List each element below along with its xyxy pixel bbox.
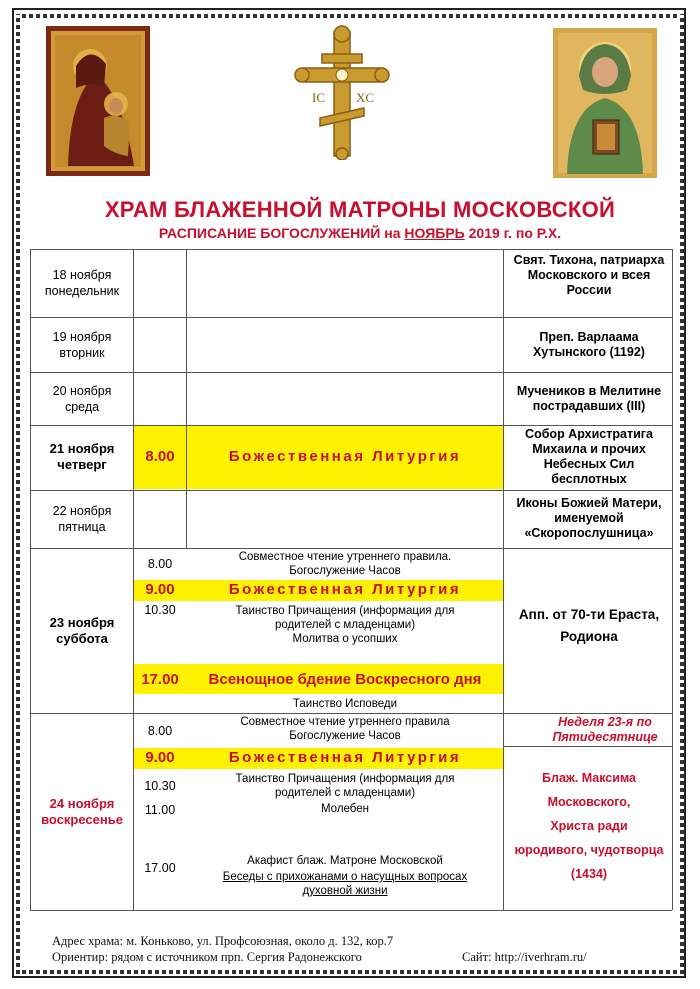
left-border-chain: [16, 14, 20, 974]
service-name: Божественная Литургия: [228, 581, 462, 598]
service-text: Акафист блаж. Матроне Московской: [247, 855, 443, 867]
day-date: 23 ноября суббота: [49, 615, 115, 646]
day-date: 21 ноября четверг: [49, 441, 115, 472]
table-line: [30, 249, 672, 250]
saint-commemoration: Иконы Божией Матери, именуемой «Скоропослушница»: [516, 496, 662, 540]
service-text: Беседы с прихожанами о насущных вопросах духовной жизни: [222, 871, 468, 897]
right-border-chain: [680, 14, 684, 974]
service-time: 9.00: [145, 581, 175, 598]
svg-text:IC: IC: [312, 90, 325, 105]
table-line: [30, 548, 672, 549]
service-text: Совместное чтение утреннего правила. Богослужение Часов: [238, 551, 452, 577]
saint-commemoration: Апп. от 70-ти Ераста, Родиона: [518, 607, 660, 644]
top-border-chain: [22, 14, 678, 18]
service-time: 11.00: [144, 803, 176, 817]
day-date: 19 ноября вторник: [52, 330, 112, 360]
day-date: 18 ноября понедельник: [44, 268, 120, 298]
saint-commemoration: Мучеников в Мелитине пострадавших (III): [516, 384, 662, 413]
sunday-week-title: Неделя 23-я по Пятидесятнице: [552, 715, 658, 744]
service-name: Божественная Литургия: [228, 448, 462, 465]
service-time: 8.00: [147, 557, 173, 571]
saint-commemoration: Собор Архистратига Михаила и прочих Небесных Сил бесплотных: [525, 427, 653, 486]
service-name: Всенощное бдение Воскресного дня: [208, 671, 482, 688]
church-landmark: Ориентир: рядом с источником прп. Сергия Радонежского: [52, 950, 362, 964]
church-address: Адрес храма: м. Коньково, ул. Профсоюзная, около д. 132, кор.7: [52, 934, 394, 948]
bottom-border-chain: [22, 970, 678, 974]
service-time: 10.30: [144, 779, 176, 793]
service-time: 8.00: [145, 448, 175, 465]
table-line: [30, 910, 672, 911]
service-time: 8.00: [147, 724, 173, 738]
table-line: [30, 317, 672, 318]
service-time: 9.00: [145, 749, 175, 766]
service-text: Молебен: [320, 803, 370, 815]
orthodox-cross-icon: [290, 24, 394, 160]
table-line: [503, 249, 504, 910]
saint-matrona-icon: [553, 28, 657, 178]
church-title: ХРАМ БЛАЖЕННОЙ МАТРОНЫ МОСКОВСКОЙ: [104, 197, 616, 222]
saint-commemoration: Блаж. Максима Московского, Христа ради юродивого, чудотворца (1434): [514, 771, 664, 881]
saint-commemoration: Свят. Тихона, патриарха Московского и всея России: [513, 253, 665, 297]
church-website[interactable]: Сайт: http://iverhram.ru/: [462, 950, 587, 964]
day-date: 22 ноября пятница: [52, 504, 112, 534]
service-text: Таинство Исповеди: [292, 698, 398, 710]
schedule-subtitle: РАСПИСАНИЕ БОГОСЛУЖЕНИЙ на НОЯБРЬ 2019 г. по Р.Х.: [158, 225, 562, 241]
service-text: Совместное чтение утреннего правила Богослужение Часов: [240, 716, 450, 742]
day-date: 20 ноября среда: [52, 384, 112, 414]
service-time: 17.00: [141, 671, 179, 688]
service-text: Таинство Причащения (информация для родителей с младенцами) Молитва о усопших: [235, 605, 455, 645]
table-line: [186, 249, 187, 548]
service-time: 17.00: [144, 861, 176, 875]
theotokos-icon: [46, 26, 150, 176]
day-date: 24 ноября воскресенье: [41, 796, 123, 827]
saint-commemoration: Преп. Варлаама Хутынского (1192): [533, 330, 645, 359]
table-line: [30, 490, 672, 491]
table-line: [30, 372, 672, 373]
table-line: [672, 249, 673, 910]
service-text: Таинство Причащения (информация для родителей с младенцами): [235, 773, 455, 799]
service-name: Божественная Литургия: [228, 749, 462, 766]
table-line: [503, 746, 672, 747]
service-time: 10.30: [144, 603, 176, 617]
table-line: [30, 713, 672, 714]
svg-text:XC: XC: [356, 90, 375, 105]
